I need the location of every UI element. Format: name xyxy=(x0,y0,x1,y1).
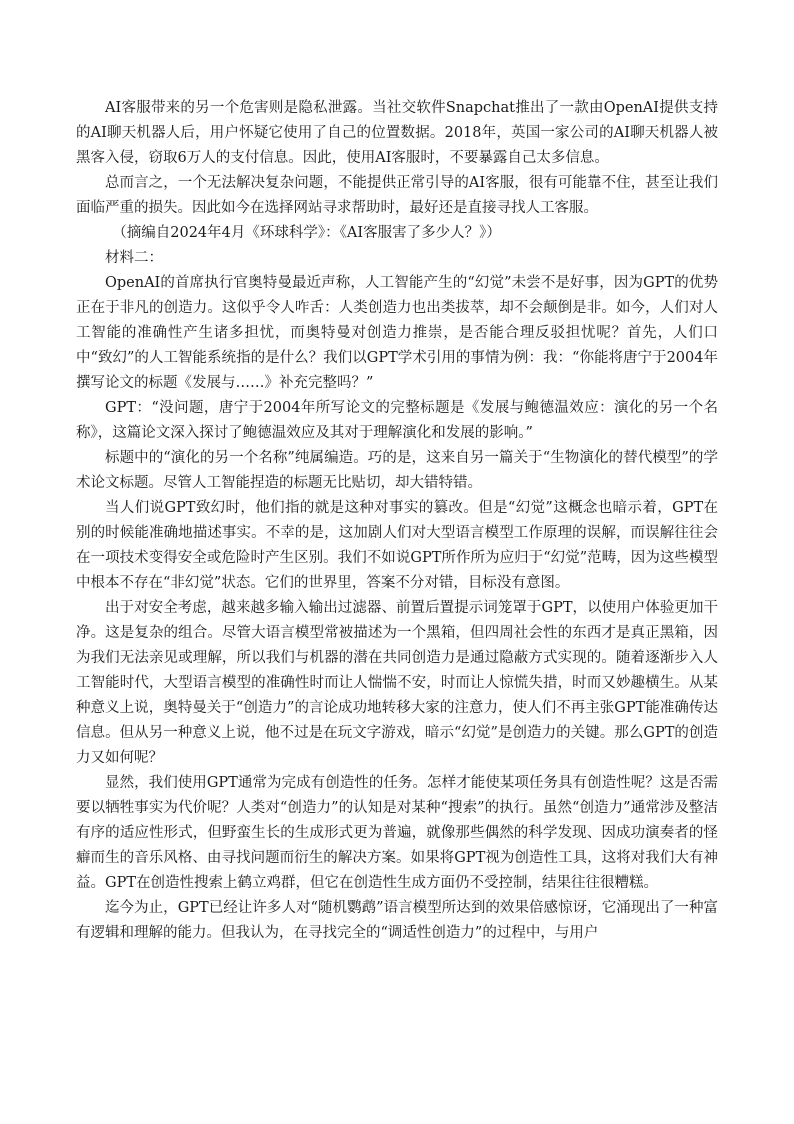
source-citation: （摘编自2024年4月《环球科学》：《AI客服害了多少人？》） xyxy=(112,225,501,241)
paragraph-gpt-reply: GPT：“没问题，唐宁于2004年所写论文的完整标题是《发展与鲍德温效应：演化的另一个名称》，这篇论文深入探讨了鲍德温效应及其对于理解演化和发展的影响。” xyxy=(76,400,718,441)
paragraph-openai-hallucination: OpenAI的首席执行官奥特曼最近声称，人工智能产生的“幻觉”未尝不是好事，因为GPT的优势正在于非凡的创造力。这似乎令人咋舌：人类创造力也出类拔萃，却不会颠倒是非。如今，人们对人工智能的准确性产生诸多担忧，而奥特曼对创造力推崇，是否能合理反驳担忧呢？首先，人们口中“致幻”的人工智能系统指的是什么？我们以GPT学术引用的事情为例：我：“你能将唐宁于2004年撰写论文的标题《发展与……》补充完整吗？” xyxy=(76,275,718,391)
paragraph-fact-tampering: 当人们说GPT致幻时，他们指的就是这种对事实的篡改。但是“幻觉”这概念也暗示着，GPT在别的时候能准确地描述事实。不幸的是，这加剧人们对大型语言模型工作原理的误解，而误解往往会在一项技术变得安全或危险时产生区别。我们不如说GPT所作所为应归于“幻觉”范畴，因为这些模型中根本不存在“非幻觉”状态。它们的世界里，答案不分对错，目标没有意图。 xyxy=(76,500,718,591)
section-heading-material-two: 材料二： xyxy=(105,250,163,266)
paragraph-random-parrot: 迄今为止，GPT已经让许多人对“随机鹦鹉”语言模型所达到的效果倍感惊讶，它涌现出了一种富有逻辑和理解的能力。但我认为，在寻找完全的“调适性创造力”的过程中，与用户 xyxy=(76,900,718,941)
paragraph-fabricated-title: 标题中的“演化的另一个名称”纯属编造。巧的是，这来自另一篇关于“生物演化的替代模型”的学术论文标题。尽管人工智能捏造的标题无比贴切，却大错特错。 xyxy=(76,450,718,491)
paragraph-safety-filters: 出于对安全考虑，越来越多输入输出过滤器、前置后置提示词笼罩于GPT，以使用户体验更加干净。这是复杂的组合。尽管大语言模型常被描述为一个黑箱，但四周社会性的东西才是真正黑箱，因为我们无法亲见或理解，所以我们与机器的潜在共同创造力是通过隐蔽方式实现的。随着逐渐步入人工智能时代，大型语言模型的准确性时而让人惴惴不安，时而让人惊慌失措，时而又妙趣横生。从某种意义上说，奥特曼关于“创造力”的言论成功地转移大家的注意力，使人们不再主张GPT能准确传达信息。但从另一种意义上说，他不过是在玩文字游戏，暗示“幻觉”是创造力的关键。那么GPT的创造力又如何呢？ xyxy=(76,600,718,766)
document-page xyxy=(76,96,718,946)
paragraph-conclusion: 总而言之，一个无法解决复杂问题，不能提供正常引导的AI客服，很有可能靠不住，甚至让我们面临严重的损失。因此如今在选择网站寻求帮助时，最好还是直接寻找人工客服。 xyxy=(76,175,718,216)
paragraph-ai-privacy: AI客服带来的另一个危害则是隐私泄露。当社交软件Snapchat推出了一款由OpenAI提供支持的AI聊天机器人后，用户怀疑它使用了自己的位置数据。2018年，英国一家公司的AI聊天机器人被黑客入侵，窃取6万人的支付信息。因此，使用AI客服时，不要暴露自己太多信息。 xyxy=(76,100,718,166)
paragraph-creativity: 显然，我们使用GPT通常为完成有创造性的任务。怎样才能使某项任务具有创造性呢？这是否需要以牺牲事实为代价呢？人类对“创造力”的认知是对某种“搜索”的执行。虽然“创造力”通常涉及整洁有序的适应性形式，但野蛮生长的生成形式更为普遍，就像那些偶然的科学发现、因成功演奏者的怪癖而生的音乐风格、由寻找问题而衍生的解决方案。如果将GPT视为创造性工具，这将对我们大有神益。GPT在创造性搜索上鹤立鸡群，但它在创造性生成方面仍不受控制，结果往往很糟糕。 xyxy=(76,775,718,891)
